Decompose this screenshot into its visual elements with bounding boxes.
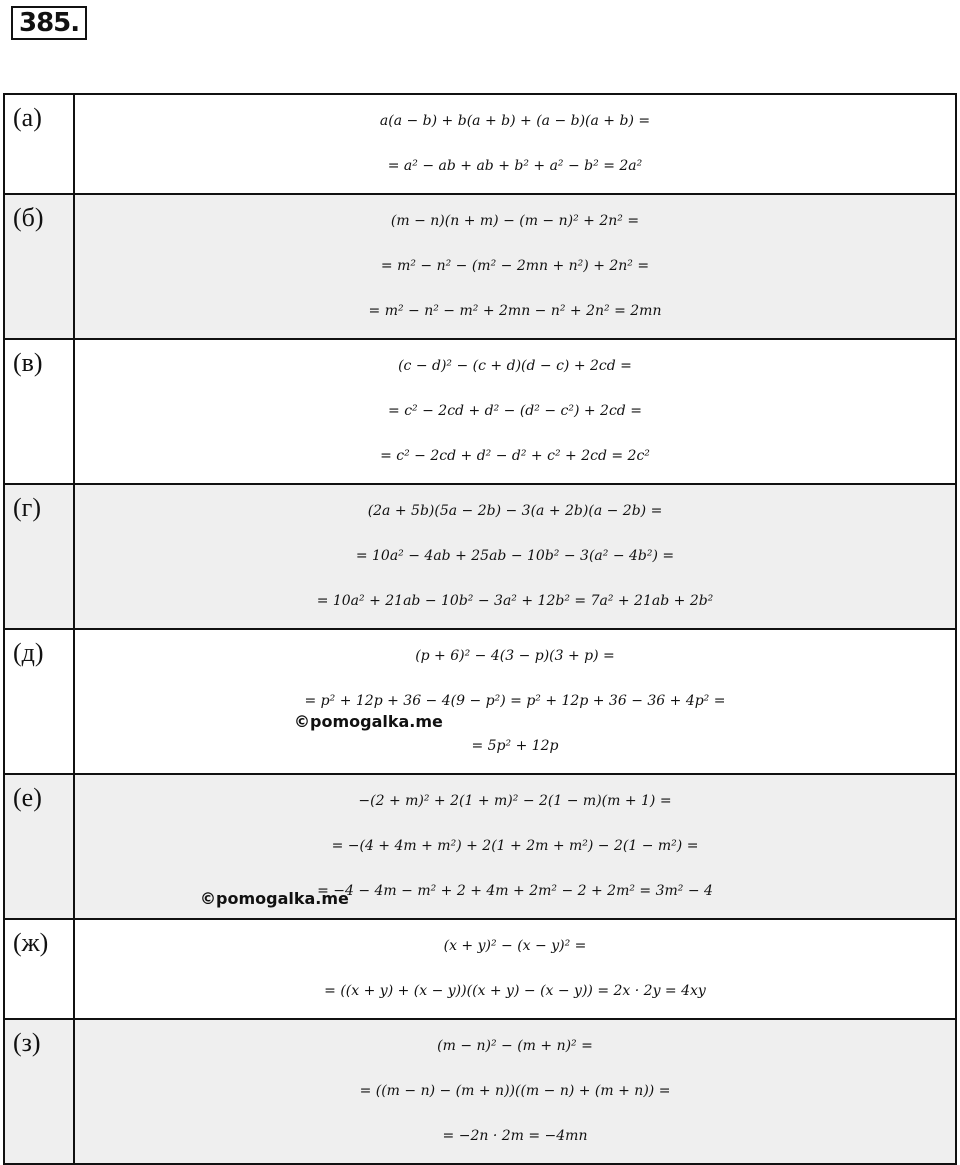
row-label: (д) (4, 629, 74, 774)
row-a (4, 94, 956, 194)
math-line: = 5p² + 12p (471, 738, 559, 754)
row-math (74, 94, 956, 194)
math-line: = c² − 2cd + d² − d² + c² + 2cd = 2c² (380, 448, 650, 464)
row-math (74, 484, 956, 629)
row-z (4, 1019, 956, 1164)
row-label: (е) (4, 774, 74, 919)
math-line: = ((m − n) − (m + n))((m − n) + (m + n)) = (359, 1083, 671, 1099)
math-line: = c² − 2cd + d² − (d² − c²) + 2cd = (388, 403, 642, 419)
row-b (4, 194, 956, 339)
row-label: (г) (4, 484, 74, 629)
row-d (4, 629, 956, 774)
row-math (74, 194, 956, 339)
problem-number: 385. (11, 6, 87, 40)
math-line: = −4 − 4m − m² + 2 + 4m + 2m² − 2 + 2m² = 3m² − 4 (317, 883, 713, 899)
row-math (74, 629, 956, 774)
math-line: = 10a² − 4ab + 25ab − 10b² − 3(a² − 4b²) = (355, 548, 675, 564)
math-line: = p² + 12p + 36 − 4(9 − p²) = p² + 12p + 36 − 36 + 4p² = (304, 693, 726, 709)
row-label: (б) (4, 194, 74, 339)
row-math (74, 339, 956, 484)
math-line: −(2 + m)² + 2(1 + m)² − 2(1 − m)(m + 1) = (358, 793, 672, 809)
math-line: = 10a² + 21ab − 10b² − 3a² + 12b² = 7a² + 21ab + 2b² (316, 593, 714, 609)
math-line: = m² − n² − (m² − 2mn + n²) + 2n² = (380, 258, 650, 274)
math-line: = −(4 + 4m + m²) + 2(1 + 2m + m²) − 2(1 − m²) = (331, 838, 699, 854)
row-v (4, 339, 956, 484)
math-line: = ((x + y) + (x − y))((x + y) − (x − y)) = 2x · 2y = 4xy (324, 983, 706, 999)
row-label: (з) (4, 1019, 74, 1164)
row-e (4, 774, 956, 919)
math-line: (m − n)² − (m + n)² = (437, 1038, 593, 1054)
math-line: (p + 6)² − 4(3 − p)(3 + p) = (415, 648, 615, 664)
row-zh (4, 919, 956, 1019)
watermark: ©pomogalka.me (294, 712, 443, 731)
math-line: a(a − b) + b(a + b) + (a − b)(a + b) = (379, 113, 651, 129)
math-line: (c − d)² − (c + d)(d − c) + 2cd = (398, 358, 632, 374)
math-line: = a² − ab + ab + b² + a² − b² = 2a² (387, 158, 643, 174)
math-line: (m − n)(n + m) − (m − n)² + 2n² = (390, 213, 640, 229)
math-line: (x + y)² − (x − y)² = (443, 938, 587, 954)
row-math (74, 1019, 956, 1164)
math-line: (2a + 5b)(5a − 2b) − 3(a + 2b)(a − 2b) = (367, 503, 663, 519)
watermark: ©pomogalka.me (200, 889, 349, 908)
row-math (74, 919, 956, 1019)
solutions-table (3, 93, 957, 1165)
row-label: (ж) (4, 919, 74, 1019)
row-g (4, 484, 956, 629)
row-label: (а) (4, 94, 74, 194)
math-line: = −2n · 2m = −4mn (442, 1128, 588, 1144)
math-line: = m² − n² − m² + 2mn − n² + 2n² = 2mn (368, 303, 662, 319)
row-label: (в) (4, 339, 74, 484)
